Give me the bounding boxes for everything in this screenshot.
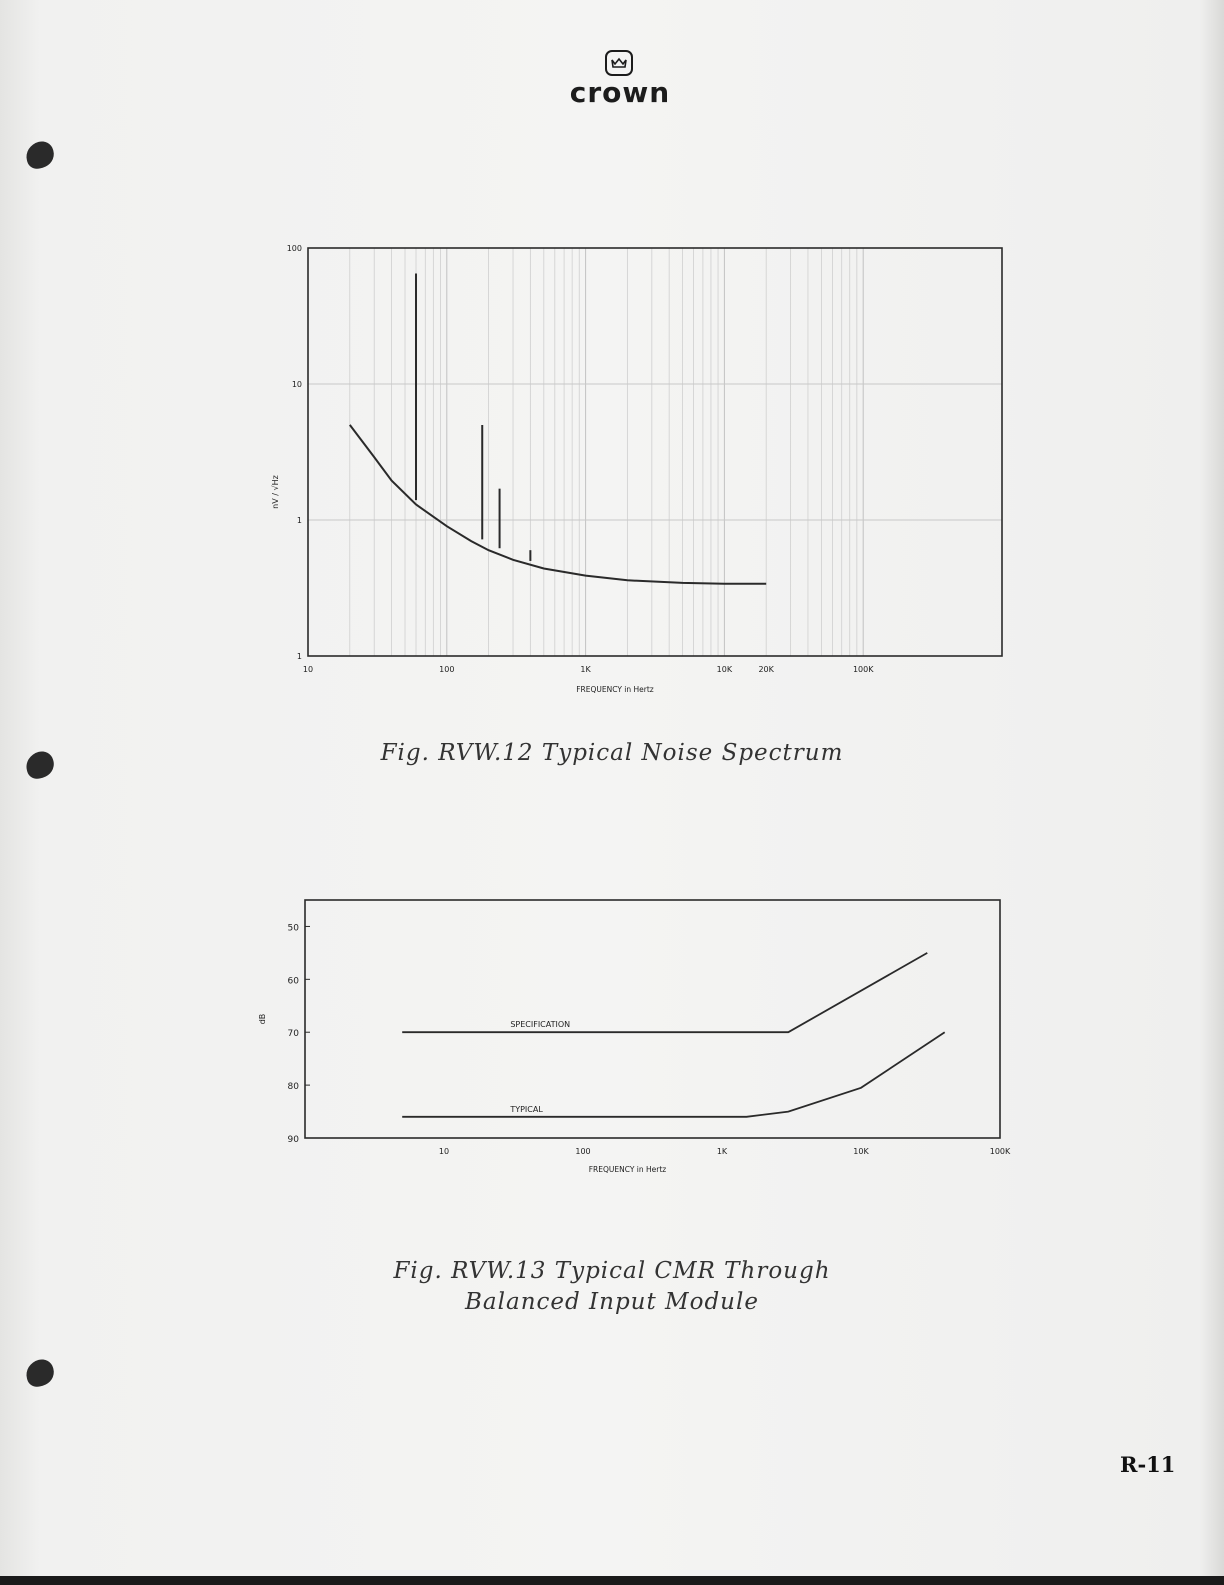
plot-frame xyxy=(308,248,1002,656)
x-tick-label: 10 xyxy=(438,1147,450,1156)
caption-line-2: Balanced Input Module xyxy=(465,1289,759,1315)
x-tick-label: 100 xyxy=(439,665,455,674)
figure-caption-cmr xyxy=(0,1256,1224,1318)
caption-line-1: Fig. RVW.13 Typical CMR Through xyxy=(393,1258,831,1284)
y-tick-label: 50 xyxy=(287,923,299,934)
y-tick-label: 70 xyxy=(287,1029,299,1040)
page-bottom-edge xyxy=(0,1576,1224,1585)
crown-icon xyxy=(605,50,633,76)
y-tick-label: 90 xyxy=(287,1135,299,1145)
y-tick-label: 80 xyxy=(287,1082,299,1093)
series-label-specification: SPECIFICATION xyxy=(510,1020,571,1030)
y-tick-label: 100 xyxy=(286,244,302,253)
x-tick-label: 10 xyxy=(302,665,314,674)
y-tick-label: 60 xyxy=(287,976,299,987)
x-tick-label: 10K xyxy=(716,665,733,674)
x-tick-label: 1K xyxy=(716,1147,728,1156)
crown-logo xyxy=(560,50,680,112)
x-tick-label: 100K xyxy=(852,665,874,674)
plot-frame xyxy=(305,900,1000,1138)
y-tick-label: 10 xyxy=(291,380,302,389)
y-tick-label: 1 xyxy=(296,516,302,525)
x-tick-label: 10K xyxy=(853,1147,869,1156)
x-axis-label: FREQUENCY in Hertz xyxy=(576,685,654,694)
x-tick-label: 20K xyxy=(758,665,774,674)
x-axis-label: FREQUENCY in Hertz xyxy=(588,1165,667,1174)
noise-spectrum-chart xyxy=(260,238,1020,708)
x-tick-label: 100K xyxy=(989,1147,1011,1156)
page-number: R-11 xyxy=(1120,1452,1176,1477)
cmr-chart xyxy=(245,890,1035,1190)
noise-curve xyxy=(350,425,766,584)
series-line-specification xyxy=(402,953,927,1032)
x-tick-label: 100 xyxy=(575,1147,591,1156)
y-axis-label: nV / √Hz xyxy=(271,475,280,509)
x-tick-label: 1K xyxy=(580,665,591,674)
y-axis-label: dB xyxy=(258,1013,267,1025)
y-tick-label: 1 xyxy=(296,652,302,661)
logo-text: crown xyxy=(569,76,671,109)
figure-caption-noise: Fig. RVW.12 Typical Noise Spectrum xyxy=(380,740,844,766)
series-line-typical xyxy=(402,1032,945,1117)
series-label-typical: TYPICAL xyxy=(510,1104,543,1114)
